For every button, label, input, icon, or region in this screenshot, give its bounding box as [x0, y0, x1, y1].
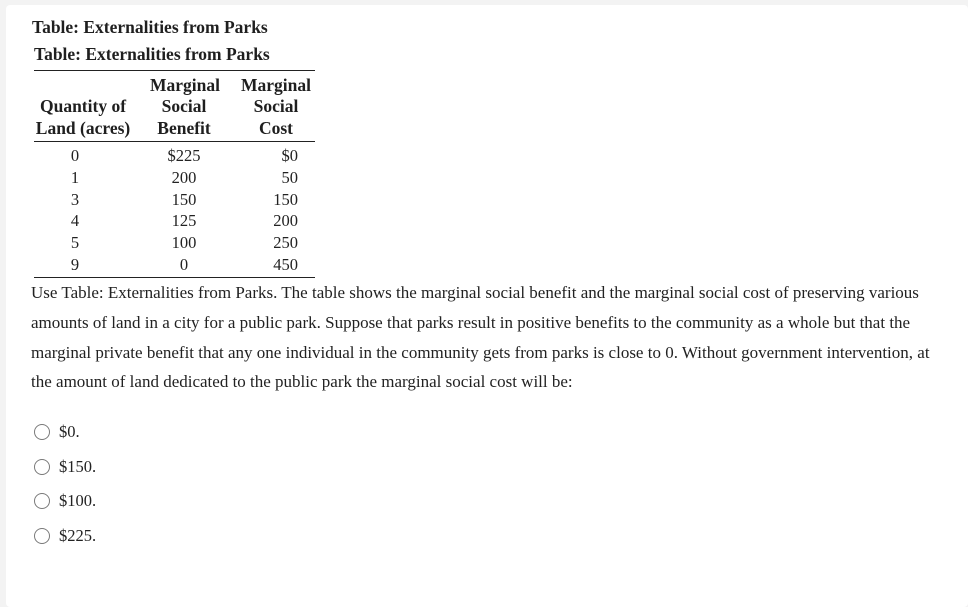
header-benefit-line: Marginal — [150, 74, 220, 95]
cell-benefit: 0 — [179, 254, 189, 274]
cell-quantity: 0 — [70, 146, 80, 165]
cell-benefit: 100 — [171, 233, 197, 253]
radio-button[interactable] — [34, 528, 50, 544]
question-text: Use Table: Externalities from Parks. The table shows the marginal social benefit and the marginal social cost of preserving various amounts of land in a city for a public park. Suppose that parks result in positive benefits to the community as a whole but that the marginal private benefit that any one individual in the community gets from parks is close to 0. Without government intervention, at the amount of land dedicated to the public park the marginal social cost will be: — [31, 283, 930, 392]
header-cost-line: Social — [253, 96, 299, 116]
cell-benefit: 200 — [171, 167, 197, 187]
header-marginal-social-cost — [237, 75, 315, 140]
cell-cost: 450 — [273, 254, 298, 274]
table-row — [34, 210, 315, 232]
radio-button[interactable] — [34, 459, 50, 475]
radio-button[interactable] — [34, 493, 50, 509]
table-row — [34, 232, 315, 254]
option-label[interactable]: $0. — [59, 422, 80, 442]
table-body — [34, 142, 315, 278]
cell-cost: 200 — [273, 211, 298, 231]
option-label[interactable]: $100. — [59, 491, 97, 511]
answer-option[interactable] — [34, 415, 96, 450]
header-quantity-line: Quantity of — [39, 96, 127, 116]
answer-option[interactable] — [34, 484, 96, 519]
option-label[interactable]: $225. — [59, 525, 97, 545]
table-row — [34, 254, 315, 276]
data-table — [34, 43, 315, 278]
header-marginal-social-benefit — [150, 75, 218, 140]
cell-quantity: 4 — [70, 211, 80, 231]
cell-quantity: 9 — [70, 254, 80, 274]
table-header — [34, 71, 315, 142]
table-row — [34, 167, 315, 189]
table-caption: Table: Externalities from Parks — [34, 43, 315, 71]
table-row — [34, 145, 315, 167]
radio-button[interactable] — [34, 424, 50, 440]
cell-cost: 250 — [273, 233, 298, 253]
header-benefit-line: Social — [161, 96, 207, 116]
header-quantity-line: Land (acres) — [35, 117, 131, 138]
cell-quantity: 3 — [70, 189, 80, 209]
cell-quantity: 5 — [70, 233, 80, 253]
header-cost-line: Marginal — [241, 74, 311, 95]
cell-benefit: 125 — [171, 211, 197, 231]
cell-cost: $0 — [281, 146, 298, 165]
answer-option[interactable] — [34, 519, 96, 554]
answer-option[interactable] — [34, 450, 96, 485]
header-quantity — [34, 96, 132, 139]
cell-cost: 150 — [273, 189, 298, 209]
cell-benefit: 150 — [171, 189, 197, 209]
header-cost-line: Cost — [258, 117, 294, 138]
answer-options — [34, 415, 96, 553]
cell-benefit: $225 — [167, 146, 201, 165]
question-title: Table: Externalities from Parks — [32, 17, 268, 37]
cell-quantity: 1 — [70, 167, 80, 187]
cell-cost: 50 — [281, 167, 298, 187]
table-row — [34, 189, 315, 211]
option-label[interactable]: $150. — [59, 456, 97, 476]
header-benefit-line: Benefit — [157, 117, 211, 138]
